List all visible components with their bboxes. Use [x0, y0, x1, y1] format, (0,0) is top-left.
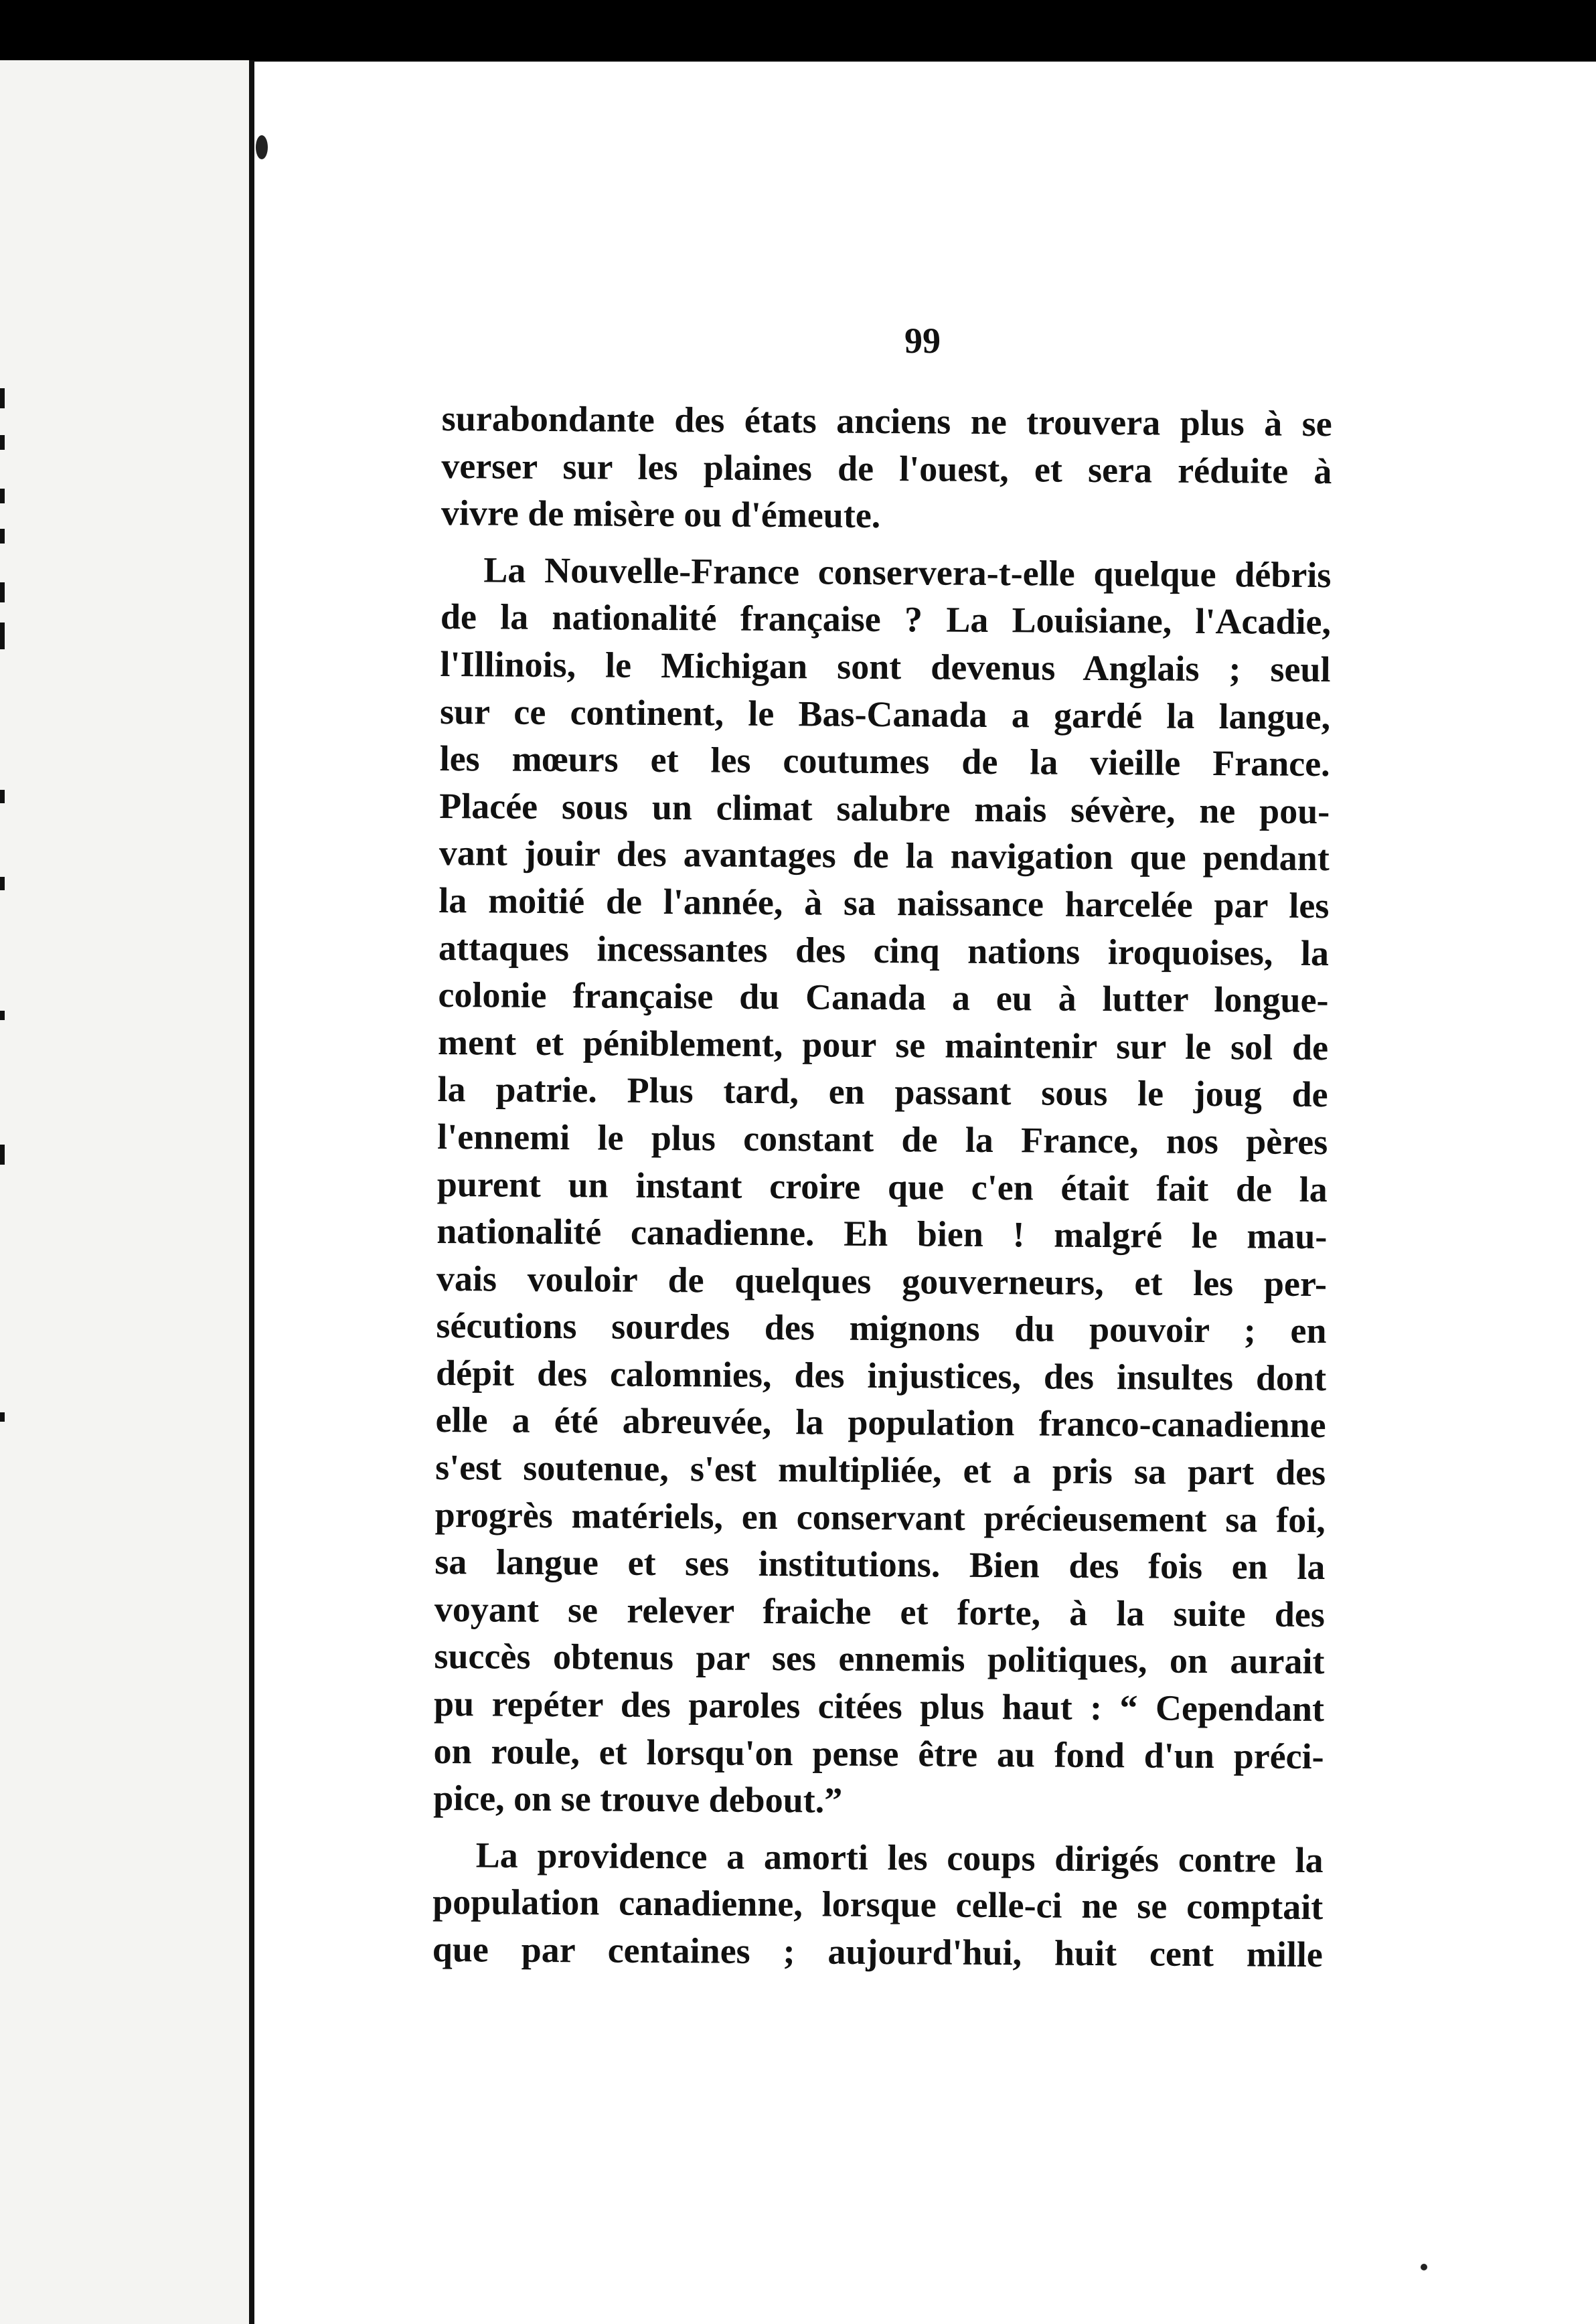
paragraph: [441, 395, 1332, 542]
text-line: sa langue et ses institutions. Bien des fois en la: [434, 1542, 1326, 1588]
edge-mark: [0, 435, 5, 450]
edge-mark: [0, 790, 5, 803]
text-line: la moitié de l'année, à sa naissance harcelée par les: [438, 880, 1330, 926]
ink-speck: [256, 135, 268, 159]
text-line: pu repéter des paroles citées plus haut : “ Cependant: [433, 1683, 1325, 1730]
ink-speck: [1421, 2264, 1427, 2270]
paragraph: [433, 546, 1332, 1827]
text-line: l'Illinois, le Michigan sont devenus Anglais ; seul: [440, 643, 1331, 690]
text-line: voyant se relever fraiche et forte, à la suite des: [434, 1588, 1326, 1635]
text-line: population canadienne, lorsque celle-ci ne se comptait: [432, 1882, 1324, 1928]
text-line: colonie française du Canada a eu à lutter longue-: [438, 975, 1329, 1021]
text-line: La Nouvelle-France conservera-t-elle quelque débris: [483, 550, 1332, 595]
edge-mark: [0, 529, 5, 544]
edge-mark: [0, 622, 5, 649]
text-line: pice, on se trouve debout.”: [433, 1778, 843, 1821]
text-line: de la nationalité française ? La Louisiane, l'Acadie,: [440, 596, 1332, 643]
edge-mark: [0, 582, 5, 602]
edge-mark: [0, 1145, 5, 1165]
text-line: attaques incessantes des cinq nations iroquoises, la: [438, 927, 1330, 973]
text-line: elle a été abreuvée, la population franco-canadienne: [435, 1400, 1326, 1446]
previous-page-edge: [0, 60, 251, 2324]
text-line: nationalité canadienne. Eh bien ! malgré le mau-: [436, 1211, 1328, 1257]
text-line: on roule, et lorsqu'on pense être au fond d'un préci-: [433, 1730, 1324, 1776]
text-line: dépit des calomnies, des injustices, des insultes dont: [435, 1352, 1327, 1398]
edge-mark: [0, 1011, 5, 1020]
page-number: 99: [904, 321, 941, 361]
body-text: [432, 395, 1332, 1979]
text-line: verser sur les plaines de l'ouest, et sera réduite à: [441, 445, 1332, 491]
edge-mark: [0, 877, 5, 890]
text-line: l'ennemi le plus constant de la France, nos pères: [437, 1116, 1328, 1163]
page-gutter: [249, 60, 254, 2324]
text-line: les mœurs et les coutumes de la vieille France.: [439, 738, 1330, 784]
text-line: Placée sous un climat salubre mais sévère, ne pou-: [439, 785, 1330, 831]
text-line: la patrie. Plus tard, en passant sous le joug de: [437, 1069, 1328, 1115]
text-line: vais vouloir de quelques gouverneurs, et les per-: [436, 1258, 1328, 1304]
edge-mark: [0, 1412, 5, 1422]
edge-mark: [0, 388, 5, 408]
text-line: surabondante des états anciens ne trouvera plus à se: [441, 398, 1332, 444]
text-line: vivre de misère ou d'émeute.: [441, 493, 881, 536]
text-line: sur ce continent, le Bas-Canada a gardé la langue,: [439, 691, 1331, 737]
text-line: que par centaines ; aujourd'hui, huit cent mille: [432, 1928, 1323, 1975]
text-line: vant jouir des avantages de la navigation que pendant: [438, 833, 1330, 879]
text-line: La providence a amorti les coups dirigés contre la: [475, 1835, 1324, 1880]
text-line: progrès matériels, en conservant précieusement sa foi,: [434, 1494, 1326, 1540]
text-line: ment et péniblement, pour se maintenir sur le sol de: [437, 1021, 1329, 1068]
text-line: succès obtenus par ses ennemis politiques, on aurait: [434, 1636, 1325, 1682]
text-line: s'est soutenue, s'est multipliée, et a pris sa part des: [435, 1447, 1326, 1493]
edge-mark: [0, 489, 5, 503]
text-line: sécutions sourdes des mignons du pouvoir ; en: [436, 1305, 1327, 1351]
paragraph: [432, 1831, 1324, 1979]
text-line: purent un instant croire que c'en était fait de la: [436, 1163, 1328, 1210]
